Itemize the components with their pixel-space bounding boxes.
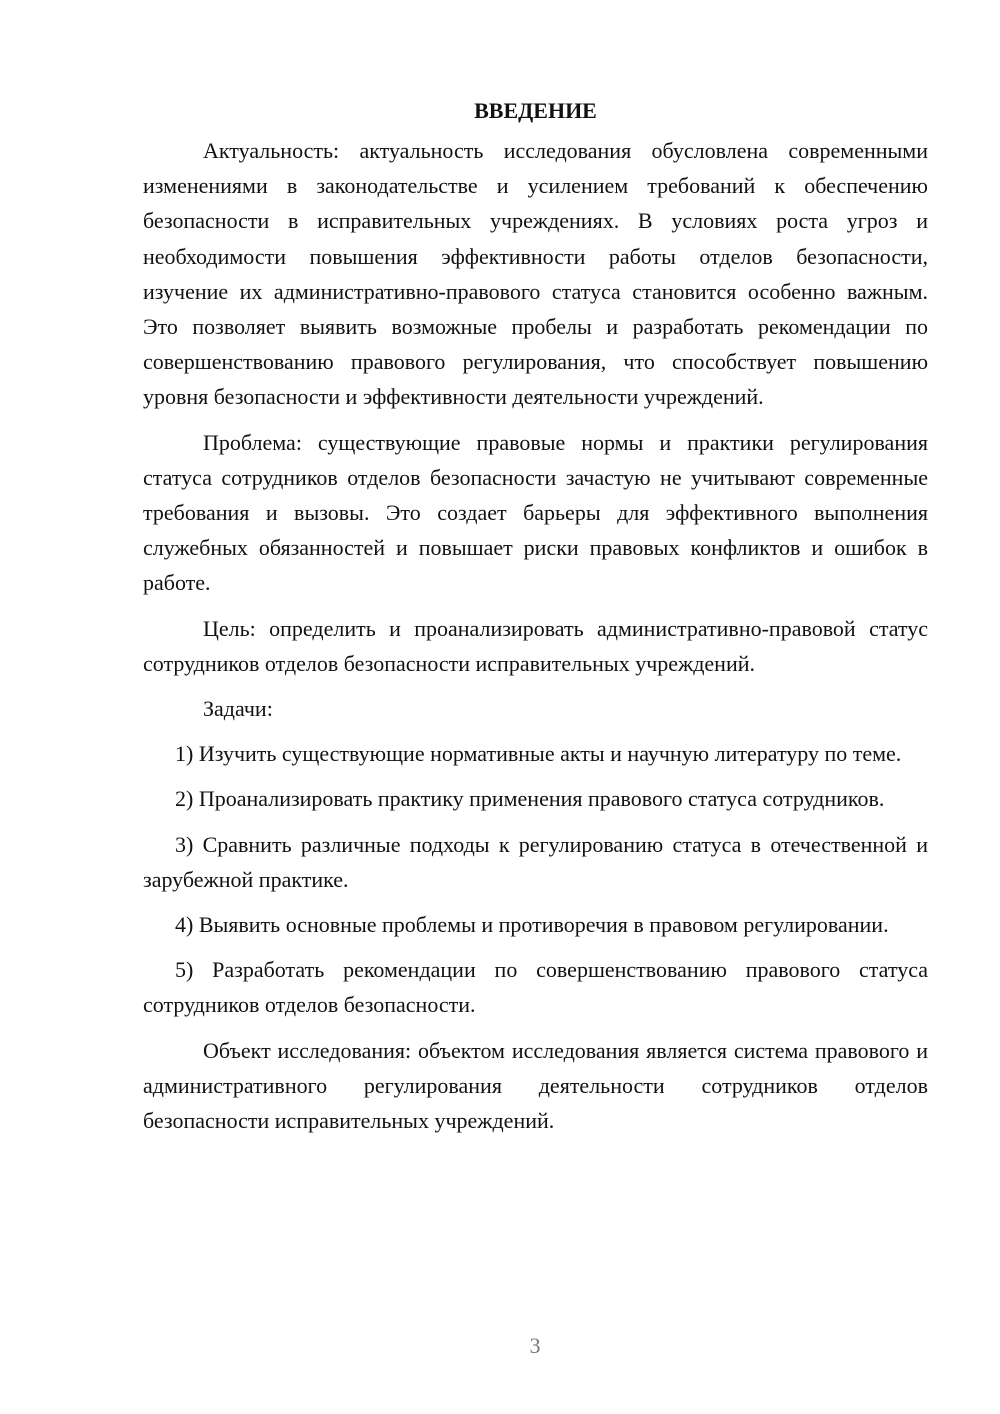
goal-paragraph: Цель: определить и проанализировать административно-правовой статус сотрудников отделов безопасности исправительных учреждений. — [143, 615, 928, 676]
list-item: 2) Проанализировать практику применения правового статуса сотрудников. — [175, 786, 885, 812]
page-number: 3 — [529, 1333, 541, 1358]
problem-paragraph: Проблема: существующие правовые нормы и практики регулирования статуса сотрудников отделов безопасности зачастую не учитывают современные требования и вызовы. Это создает барьеры для эффективного выполнения служебных обязанностей и повышает риски правовых конфликтов и ошибок в работе. — [143, 429, 928, 596]
list-item: 1) Изучить существующие нормативные акты и научную литературу по теме. — [175, 741, 902, 767]
tasks-list — [143, 736, 928, 1022]
relevance-paragraph: Актуальность: актуальность исследования обусловлена современными изменениями в законодательстве и усилением требований к обеспечению безопасности в исправительных учреждениях. В условиях роста угроз и необходимости повышения эффективности работы отделов безопасности, изучение их административно-правового статуса становится особенно важным. Это позволяет выявить возможные пробелы и разработать рекомендации по совершенствованию правового регулирования, что способствует повышению уровня безопасности и эффективности деятельности учреждений. — [143, 138, 928, 410]
object-paragraph: Объект исследования: объектом исследования является система правового и административного регулирования деятельности сотрудников отделов безопасности исправительных учреждений. — [143, 1037, 928, 1134]
list-item: 3) Сравнить различные подходы к регулированию статуса в отечественной и зарубежной практике. — [143, 831, 928, 892]
list-item: 5) Разработать рекомендации по совершенствованию правового статуса сотрудников отделов безопасности. — [143, 957, 928, 1018]
list-item: 4) Выявить основные проблемы и противоречия в правовом регулировании. — [175, 912, 889, 938]
tasks-heading: Задачи: — [203, 696, 273, 722]
page-title: ВВЕДЕНИЕ — [474, 98, 597, 123]
document-page — [143, 92, 928, 1138]
